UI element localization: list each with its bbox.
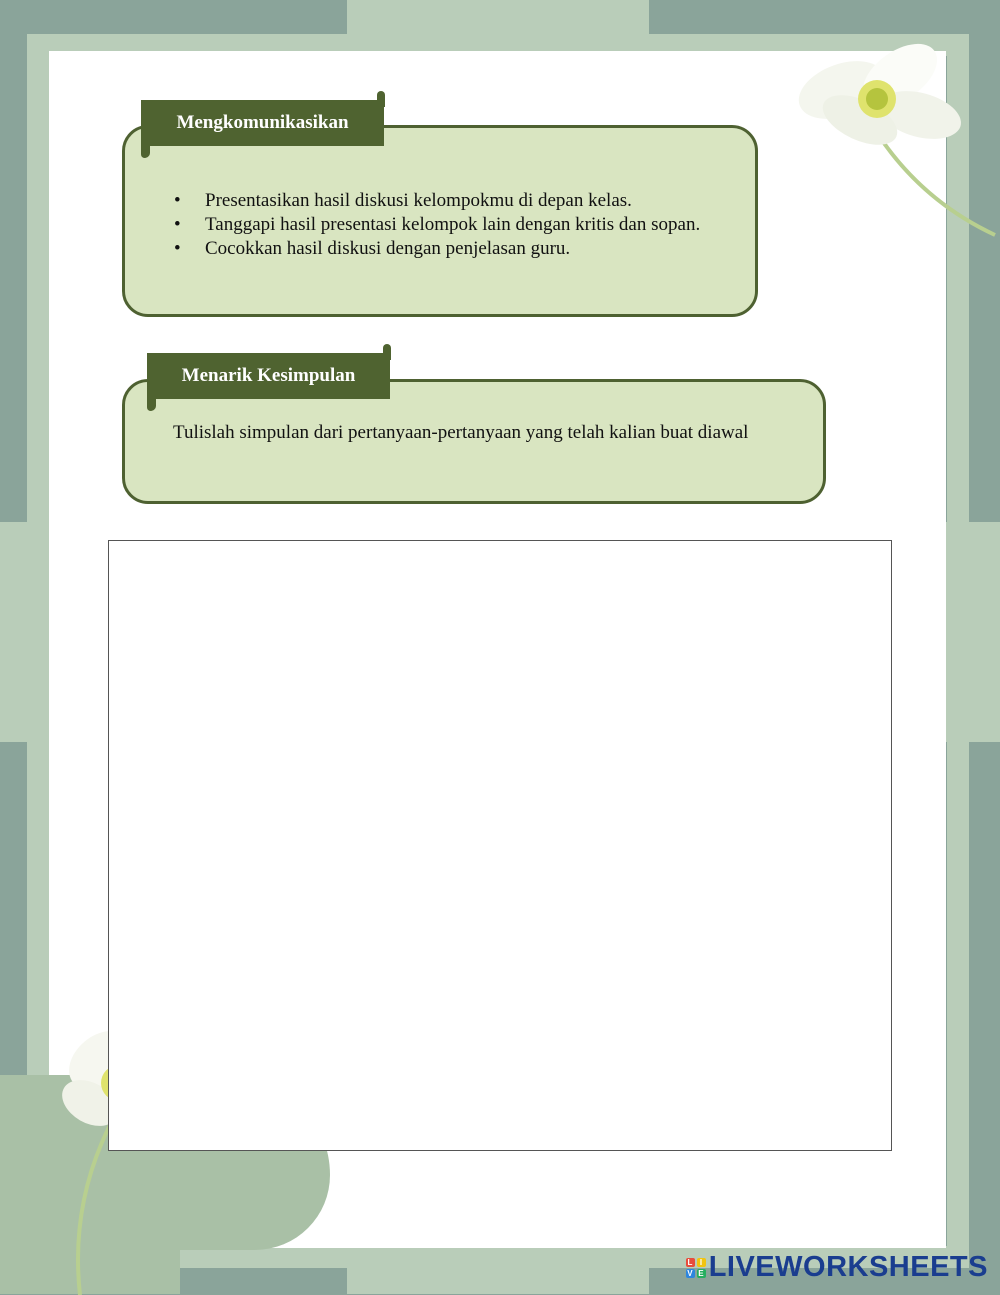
list-item: • Presentasikan hasil diskusi kelompokmu di depan kelas.	[174, 189, 754, 213]
communicate-tab-title: Mengkomunikasikan	[141, 100, 384, 146]
communicate-list	[174, 189, 754, 261]
logo-icon	[686, 1258, 706, 1278]
logo-letter: L	[687, 1257, 693, 1267]
logo-letter: I	[697, 1258, 706, 1267]
flower-icon	[780, 30, 1000, 245]
answer-text-area[interactable]	[108, 540, 892, 1151]
logo-text: LIVEWORKSHEETS	[708, 1251, 988, 1283]
liveworksheets-logo	[686, 1251, 988, 1284]
logo-letter: V	[687, 1268, 694, 1278]
conclusion-instruction: Tulislah simpulan dari pertanyaan-pertanyaan yang telah kalian buat diawal	[173, 422, 749, 443]
list-item: • Tanggapi hasil presentasi kelompok lain dengan kritis dan sopan.	[174, 213, 754, 237]
logo-letter: E	[698, 1268, 705, 1278]
conclusion-tab-title: Menarik Kesimpulan	[147, 353, 390, 399]
list-item: • Cocokkan hasil diskusi dengan penjelasan guru.	[174, 237, 754, 261]
